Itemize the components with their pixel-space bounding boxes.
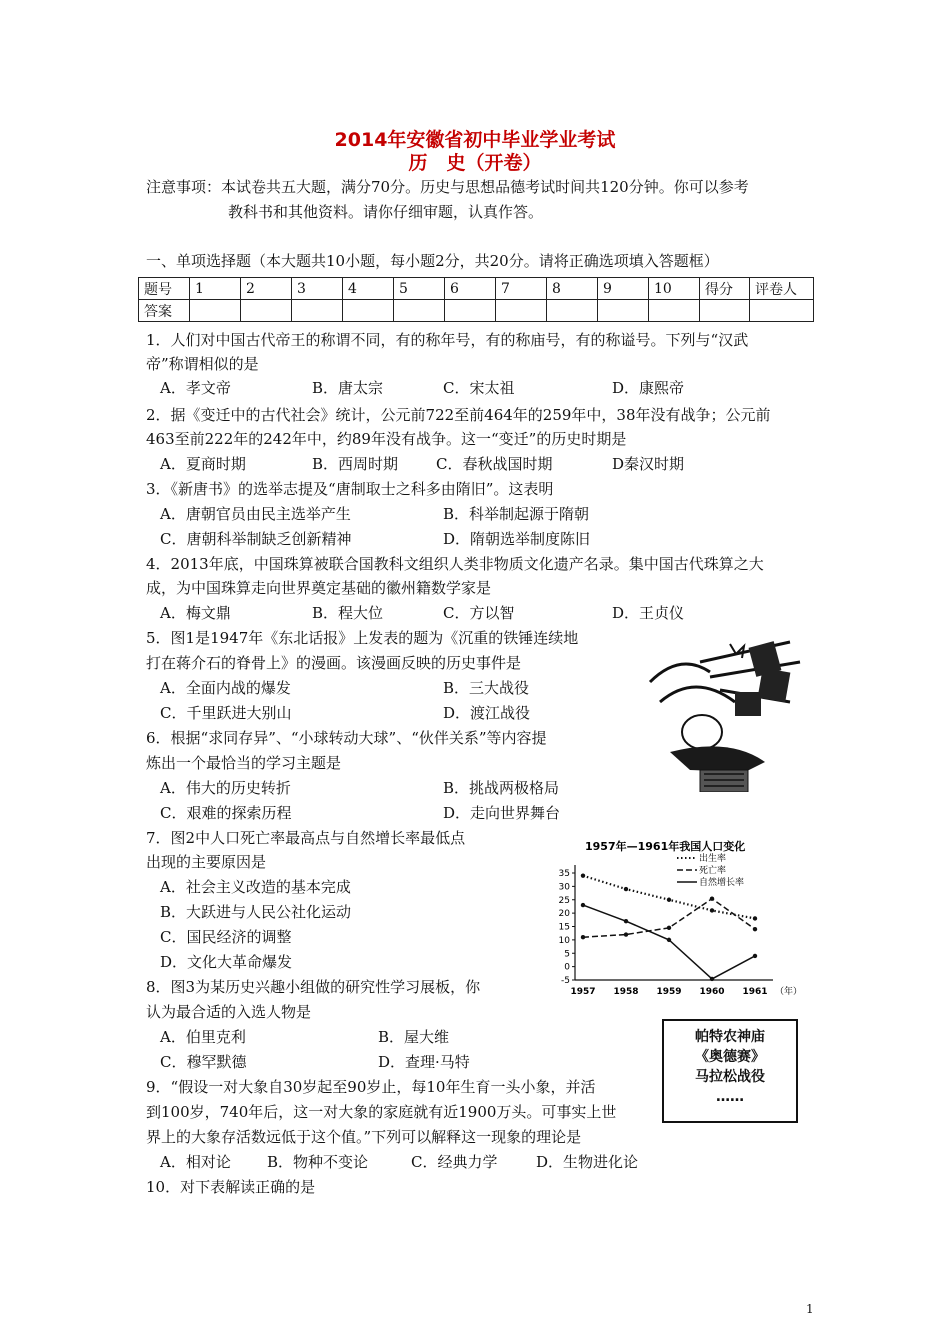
data-point <box>710 896 714 900</box>
page-number: 1 <box>806 1302 814 1316</box>
q8-option-c: C．穆罕默德 <box>160 1053 247 1071</box>
q1-stem-2: 帝”称谓相似的是 <box>146 355 259 373</box>
q6-option-d: D．走向世界舞台 <box>443 804 561 822</box>
y-tick-label: -5 <box>561 976 570 986</box>
data-point <box>624 887 628 891</box>
y-tick-label: 10 <box>558 935 570 946</box>
q4-option-a: A．梅文鼎 <box>160 604 231 622</box>
population-chart <box>545 835 803 1003</box>
table-row <box>139 300 814 322</box>
data-point <box>753 927 757 931</box>
q5-stem-1: 5．图1是1947年《东北话报》上发表的题为《沉重的铁锤连续地 <box>146 629 579 647</box>
section-heading: 一、单项选择题（本大题共10小题，每小题2分，共20分。请将正确选项填入答题框） <box>146 252 719 270</box>
data-point <box>753 954 757 958</box>
table-header-cell: 评卷人 <box>750 278 814 300</box>
q9-option-c: C．经典力学 <box>411 1153 498 1171</box>
q8-stem-2: 认为最合适的入选人物是 <box>146 1003 312 1021</box>
q5-option-b: B．三大战役 <box>443 679 530 697</box>
q6-option-c: C．艰难的探索历程 <box>160 804 292 822</box>
data-point <box>581 903 585 907</box>
q9-option-a: A．相对论 <box>160 1153 231 1171</box>
y-tick-label: 35 <box>558 869 570 879</box>
q8-stem-1: 8．图3为某历史兴趣小组做的研究性学习展板，你 <box>146 978 481 996</box>
q7-stem-1: 7．图2中人口死亡率最高点与自然增长率最低点 <box>146 829 466 847</box>
q1-stem-1: 1．人们对中国古代帝王的称谓不同，有的称年号，有的称庙号，有的称谥号。下列与“汉武 <box>146 331 749 349</box>
table-header-cell: 2 <box>241 278 292 300</box>
y-tick-label: 30 <box>558 882 570 893</box>
q4-option-d: D．王贞仪 <box>612 604 685 622</box>
q3-option-d: D．隋朝选举制度陈旧 <box>443 530 591 548</box>
q3-option-b: B．科举制起源于隋朝 <box>443 505 590 523</box>
table-header-cell: 5 <box>394 278 445 300</box>
q8-option-b: B．屋大维 <box>378 1028 450 1046</box>
answer-cell[interactable] <box>445 300 496 322</box>
q7-stem-2: 出现的主要原因是 <box>146 853 267 871</box>
q6-stem-1: 6．根据“求同存异”、“小球转动大球”、“伙伴关系”等内容提 <box>146 729 547 747</box>
table-header-cell: 1 <box>190 278 241 300</box>
q3-option-a: A．唐朝官员由民主选举产生 <box>160 505 351 523</box>
q2-option-c: C．春秋战国时期 <box>436 455 553 473</box>
answer-cell[interactable] <box>190 300 241 322</box>
score-cell[interactable] <box>700 300 750 322</box>
q5-option-c: C．千里跃进大别山 <box>160 704 292 722</box>
y-tick-label: 25 <box>558 895 570 906</box>
chart-plot <box>581 873 757 981</box>
table-header-cell: 6 <box>445 278 496 300</box>
table-header-cell: 10 <box>649 278 700 300</box>
y-tick-label: 0 <box>564 962 570 973</box>
answer-cell[interactable] <box>343 300 394 322</box>
q9-option-b: B．物种不变论 <box>267 1153 369 1171</box>
q4-stem-2: 成，为中国珠算走向世界奠定基础的徽州籍数学家是 <box>146 579 492 597</box>
series-line-1 <box>583 899 755 938</box>
q5-option-a: A．全面内战的爆发 <box>160 679 291 697</box>
legend-label: 自然增长率 <box>699 878 745 888</box>
notice-line-2: 教科书和其他资料。请你仔细审题，认真作答。 <box>228 203 544 221</box>
y-tick-label: 20 <box>558 909 570 920</box>
x-unit-label: （年） <box>775 987 803 997</box>
q4-option-c: C．方以智 <box>443 604 515 622</box>
table-header-cell: 题号 <box>139 278 190 300</box>
answer-cell[interactable] <box>649 300 700 322</box>
q2-option-b: B．西周时期 <box>312 455 399 473</box>
study-board <box>662 1019 798 1123</box>
data-point <box>667 938 671 942</box>
table-header-cell: 4 <box>343 278 394 300</box>
data-point <box>624 932 628 936</box>
legend-label: 死亡率 <box>699 866 727 876</box>
q7-option-b: B．大跃进与人民公社化运动 <box>160 903 352 921</box>
y-tick-label: 5 <box>564 949 570 960</box>
q10-stem-1: 10．对下表解读正确的是 <box>146 1178 316 1196</box>
chart-legend <box>677 852 744 888</box>
q2-stem-1: 2．据《变迁中的古代社会》统计，公元前722至前464年的259年中，38年没有战争；公元前 <box>146 406 771 424</box>
q5-option-d: D．渡江战役 <box>443 704 531 722</box>
answer-cell[interactable] <box>496 300 547 322</box>
q1-option-b: B．唐太宗 <box>312 379 384 397</box>
board-line: 马拉松战役 <box>695 1069 765 1085</box>
answer-cell[interactable] <box>547 300 598 322</box>
cartoon-image <box>640 632 805 792</box>
exam-title: 2014年安徽省初中毕业学业考试 <box>334 129 616 151</box>
table-header-cell: 9 <box>598 278 649 300</box>
answer-cell[interactable] <box>292 300 343 322</box>
board-line: 帕特农神庙 <box>695 1029 765 1045</box>
q3-stem-1: 3．《新唐书》的选举志提及“唐制取士之科多由隋旧”。这表明 <box>146 480 554 498</box>
data-point <box>667 926 671 930</box>
q9-stem-1: 9．“假设一对大象自30岁起至90岁止，每10年生育一头小象，并活 <box>146 1078 596 1096</box>
q1-option-a: A．孝文帝 <box>160 379 231 397</box>
table-header-cell: 3 <box>292 278 343 300</box>
answer-label-cell: 答案 <box>139 300 190 322</box>
notice-line-1: 注意事项：本试卷共五大题，满分70分。历史与思想品德考试时间共120分钟。你可以参考 <box>146 178 749 196</box>
q7-option-d: D．文化大革命爆发 <box>160 953 293 971</box>
x-tick-label: 1959 <box>656 987 682 997</box>
table-header-cell: 8 <box>547 278 598 300</box>
x-tick-label: 1958 <box>613 987 639 997</box>
q7-option-a: A．社会主义改造的基本完成 <box>160 878 351 896</box>
exam-subtitle: 历 史（开卷） <box>408 152 542 174</box>
q9-stem-3: 界上的大象存活数远低于这个值。”下列可以解释这一现象的理论是 <box>146 1128 582 1146</box>
q2-option-d: D秦汉时期 <box>612 455 685 473</box>
data-point <box>710 977 714 981</box>
q6-stem-2: 炼出一个最恰当的学习主题是 <box>146 754 342 772</box>
data-point <box>667 898 671 902</box>
chart-axes <box>559 865 802 997</box>
q7-option-c: C．国民经济的调整 <box>160 928 292 946</box>
answer-cell[interactable] <box>241 300 292 322</box>
grader-cell[interactable] <box>750 300 814 322</box>
data-point <box>624 919 628 923</box>
q8-option-a: A．伯里克利 <box>160 1028 246 1046</box>
answer-cell[interactable] <box>598 300 649 322</box>
x-tick-label: 1960 <box>699 987 725 997</box>
q3-option-c: C．唐朝科举制缺乏创新精神 <box>160 530 352 548</box>
q1-option-d: D．康熙帝 <box>612 379 685 397</box>
q4-option-b: B．程大位 <box>312 604 384 622</box>
q4-stem-1: 4．2013年底，中国珠算被联合国教科文组织人类非物质文化遗产名录。集中国古代珠算之大 <box>146 555 764 573</box>
x-tick-label: 1961 <box>742 987 768 997</box>
data-point <box>710 908 714 912</box>
q5-stem-2: 打在蒋介石的脊骨上》的漫画。该漫画反映的历史事件是 <box>146 654 522 672</box>
chart-title: 1957年—1961年我国人口变化 <box>585 840 746 853</box>
board-line: …… <box>716 1089 744 1105</box>
legend-label: 出生率 <box>699 854 727 864</box>
table-header-cell: 得分 <box>700 278 750 300</box>
y-tick-label: 15 <box>558 922 570 933</box>
q8-option-d: D．查理·马特 <box>378 1053 470 1071</box>
q2-stem-2: 463至前222年的242年中，约89年没有战争。这一“变迁”的历史时期是 <box>146 430 627 448</box>
table-row <box>139 278 814 300</box>
board-line: 《奥德赛》 <box>695 1049 765 1065</box>
data-point <box>581 935 585 939</box>
q6-option-b: B．挑战两极格局 <box>443 779 560 797</box>
table-header-cell: 7 <box>496 278 547 300</box>
answer-table <box>138 277 814 322</box>
q9-option-d: D．生物进化论 <box>536 1153 639 1171</box>
data-point <box>581 873 585 877</box>
q2-option-a: A．夏商时期 <box>160 455 246 473</box>
q1-option-c: C．宋太祖 <box>443 379 515 397</box>
q6-option-a: A．伟大的历史转折 <box>160 779 291 797</box>
q9-stem-2: 到100岁，740年后，这一对大象的家庭就有近1900万头。可事实上世 <box>146 1103 617 1121</box>
answer-cell[interactable] <box>394 300 445 322</box>
x-tick-label: 1957 <box>570 987 596 997</box>
data-point <box>753 916 757 920</box>
